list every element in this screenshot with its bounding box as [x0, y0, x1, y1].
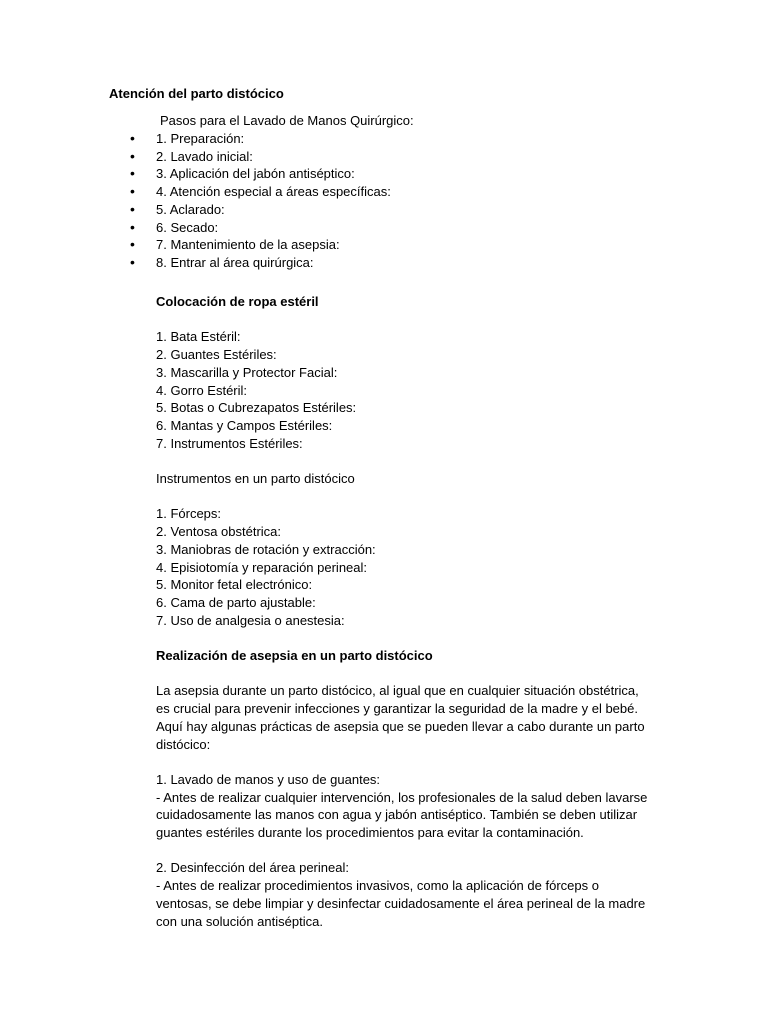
list-item: • 3. Aplicación del jabón antiséptico:	[130, 165, 355, 182]
bullet-icon: •	[130, 253, 135, 270]
list-item: 6. Cama de parto ajustable:	[156, 594, 316, 610]
list-item: 2. Ventosa obstétrica:	[156, 524, 282, 540]
list-item: • 1. Preparación:	[130, 130, 245, 146]
instruments-list	[156, 505, 656, 629]
list-item: 6. Mantas y Campos Estériles:	[156, 417, 333, 433]
asepsis-heading: Realización de asepsia en un parto distócico	[156, 648, 433, 663]
asepsis-point-2-title: 2. Desinfección del área perineal:	[156, 860, 349, 876]
list-item: 5. Monitor fetal electrónico:	[156, 577, 313, 593]
bullet-icon: •	[130, 236, 135, 253]
list-item: 3. Maniobras de rotación y extracción:	[156, 541, 376, 557]
list-item: • 2. Lavado inicial:	[130, 147, 253, 164]
list-item: 4. Gorro Estéril:	[156, 382, 248, 398]
bullet-icon: •	[130, 165, 135, 182]
list-item: • 8. Entrar al área quirúrgica:	[130, 253, 314, 270]
list-item: • 7. Mantenimiento de la asepsia:	[130, 236, 340, 253]
list-item: 7. Instrumentos Estériles:	[156, 435, 303, 451]
bullet-icon: •	[130, 200, 135, 217]
list-item: 1. Bata Estéril:	[156, 329, 241, 345]
hand-wash-intro: Pasos para el Lavado de Manos Quirúrgico:	[160, 113, 414, 128]
sterile-clothing-heading: Colocación de ropa estéril	[156, 294, 319, 309]
instruments-heading: Instrumentos en un parto distócico	[156, 471, 355, 486]
sterile-clothing-list	[156, 328, 656, 452]
list-item: • 6. Secado:	[130, 218, 219, 235]
list-item: 7. Uso de analgesia o anestesia:	[156, 612, 345, 628]
list-item: • 4. Atención especial a áreas específicas:	[130, 183, 391, 200]
asepsis-point-1-title: 1. Lavado de manos y uso de guantes:	[156, 771, 381, 787]
list-item: 2. Guantes Estériles:	[156, 347, 277, 363]
bullet-icon: •	[130, 183, 135, 200]
bullet-icon: •	[130, 218, 135, 235]
list-item: 4. Episiotomía y reparación perineal:	[156, 559, 368, 575]
asepsis-point-2-text: - Antes de realizar procedimientos invasivos, como la aplicación de fórceps o ventosas, se debe limpiar y desinfectar cuidadosamente el área perineal de la madre con una solución antiséptica.	[156, 878, 646, 929]
list-item: 5. Botas o Cubrezapatos Estériles:	[156, 400, 357, 416]
list-item: 3. Mascarilla y Protector Facial:	[156, 364, 338, 380]
bullet-icon: •	[130, 130, 135, 146]
document-body	[156, 293, 656, 930]
bullet-icon: •	[130, 147, 135, 164]
list-item: 1. Fórceps:	[156, 506, 222, 522]
asepsis-intro-paragraph: La asepsia durante un parto distócico, al igual que en cualquier situación obstétrica, es crucial para prevenir infecciones y garantizar la seguridad de la madre y el bebé. Aquí hay algunas prácticas de asepsia que se pueden llevar a cabo durante un parto distócico:	[156, 683, 645, 752]
hand-wash-steps-list	[130, 130, 391, 272]
asepsis-point-1-text: - Antes de realizar cualquier intervención, los profesionales de la salud deben lavarse cuidadosamente las manos con agua y jabón antiséptico. También se deben utilizar guantes estériles durante los procedimientos para evitar la contaminación.	[156, 789, 648, 840]
document-title: Atención del parto distócico	[109, 86, 284, 101]
list-item: • 5. Aclarado:	[130, 200, 225, 217]
